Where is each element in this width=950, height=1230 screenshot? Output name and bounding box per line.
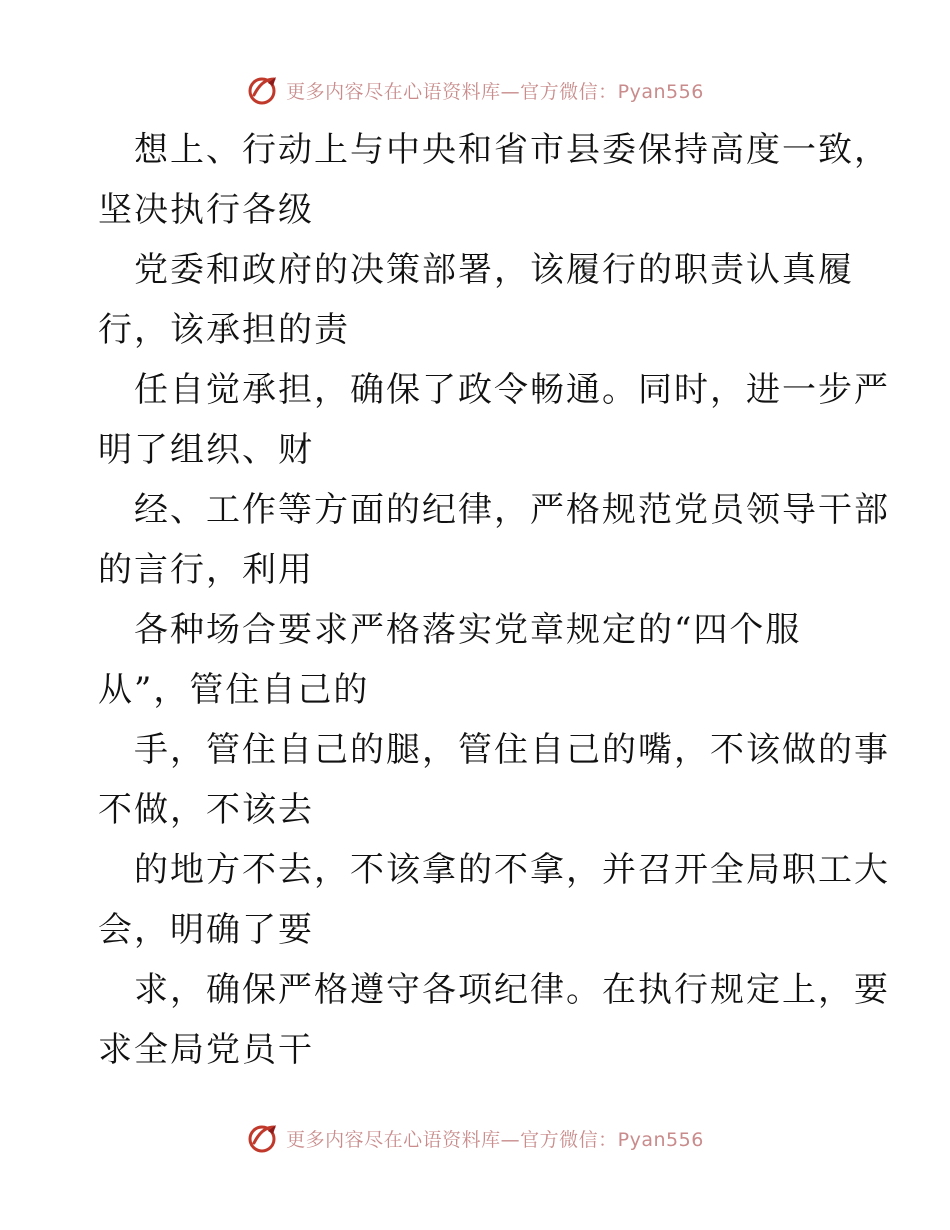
body-line: 手，管住自己的腿，管住自己的嘴，不该做的事 bbox=[134, 730, 890, 770]
header-banner-inner bbox=[246, 73, 704, 107]
body-line: 不做，不该去 bbox=[98, 790, 314, 830]
body-line: 从”，管住自己的 bbox=[98, 670, 370, 710]
pen-swirl-logo-icon bbox=[246, 73, 280, 107]
body-line: 党委和政府的决策部署，该履行的职责认真履 bbox=[134, 250, 854, 290]
body-line: 明了组织、财 bbox=[98, 430, 314, 470]
header-banner-text: 更多内容尽在心语资料库—官方微信：Pyan556 bbox=[286, 80, 704, 103]
pen-swirl-logo-icon bbox=[246, 1121, 280, 1155]
body-line: 求，确保严格遵守各项纪律。在执行规定上，要 bbox=[134, 970, 890, 1010]
document-body bbox=[98, 120, 890, 1080]
footer-banner-text: 更多内容尽在心语资料库—官方微信：Pyan556 bbox=[286, 1128, 704, 1151]
body-line: 求全局党员干 bbox=[98, 1030, 314, 1070]
body-line: 行，该承担的责 bbox=[98, 310, 350, 350]
body-line: 经、工作等方面的纪律，严格规范党员领导干部 bbox=[134, 490, 890, 530]
body-line: 想上、行动上与中央和省市县委保持高度一致， bbox=[134, 130, 890, 170]
body-line: 坚决执行各级 bbox=[98, 190, 314, 230]
body-line: 会，明确了要 bbox=[98, 910, 314, 950]
body-line: 各种场合要求严格落实党章规定的“四个服 bbox=[134, 610, 802, 650]
header-banner bbox=[0, 70, 950, 110]
footer-banner bbox=[0, 1118, 950, 1158]
body-line: 的地方不去，不该拿的不拿，并召开全局职工大 bbox=[134, 850, 890, 890]
footer-banner-inner bbox=[246, 1121, 704, 1155]
body-line: 任自觉承担，确保了政令畅通。同时，进一步严 bbox=[134, 370, 890, 410]
body-line: 的言行，利用 bbox=[98, 550, 314, 590]
